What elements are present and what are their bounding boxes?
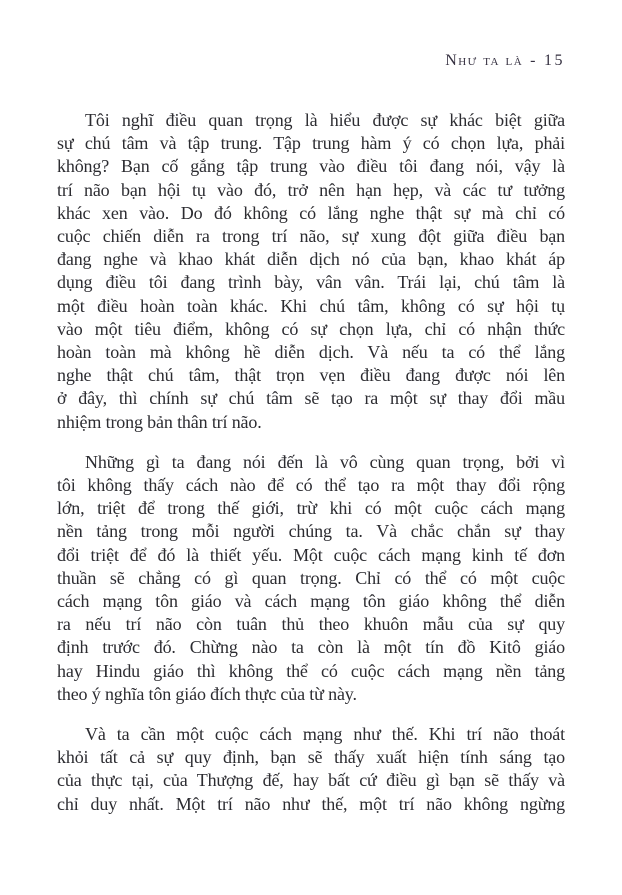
- page-number: 15: [544, 52, 565, 69]
- text-line: trí não bạn hội tụ vào đó, trở nên hạn hẹp, và các tư tưởng: [57, 179, 565, 200]
- text-line: hoàn toàn mà không hề diễn dịch. Và nếu ta có thể lắng: [57, 342, 565, 363]
- text-line: của thực tại, của Thượng đế, hay bất cứ điều gì bạn sẽ thấy và: [57, 770, 565, 791]
- text-line: theo ý nghĩa tôn giáo đích thực của từ này.: [57, 683, 357, 704]
- text-line: thuần sẽ chẳng có gì quan trọng. Chỉ có thể có một cuộc: [57, 567, 565, 588]
- header-separator: -: [530, 52, 537, 69]
- text-line: Và ta cần một cuộc cách mạng như thế. Khi trí não thoát: [85, 724, 565, 745]
- text-line: ra nếu trí não còn tuân thủ theo khuôn mẫu của sự quy: [57, 614, 565, 635]
- text-line: ở đây, thì chính sự chú tâm sẽ tạo ra một sự thay đổi mầu: [57, 388, 565, 409]
- text-line: khác xen vào. Do đó không có lắng nghe thật sự mà chỉ có: [57, 202, 565, 223]
- text-line: nhiệm trong bản thân trí não.: [57, 411, 262, 432]
- book-title: Như ta là: [445, 52, 524, 69]
- text-line: sự chú tâm và tập trung. Tập trung hàm ý có chọn lựa, phải: [57, 133, 565, 154]
- paragraph: [57, 451, 565, 706]
- text-line: chỉ duy nhất. Một trí não như thế, một trí não không ngừng: [57, 793, 565, 814]
- text-line: nghe thật chú tâm, thật trọn vẹn điều đang được nói lên: [57, 365, 565, 386]
- text-line: tôi không thấy cách nào để có thể tạo ra một thay đổi rộng: [57, 475, 565, 496]
- text-line: cuộc chiến diễn ra trong trí não, sự xung đột giữa điều bạn: [57, 226, 565, 247]
- running-header: [57, 52, 565, 70]
- text-line: định trước đó. Chừng nào ta còn là một tín đồ Kitô giáo: [57, 637, 565, 658]
- text-line: khỏi tất cả sự quy định, bạn sẽ thấy xuất hiện tính sáng tạo: [57, 747, 565, 768]
- text-line: lớn, triệt để trong thế giới, trừ khi có một cuộc cách mạng: [57, 498, 565, 519]
- text-line: hay Hindu giáo thì không thể có cuộc cách mạng nền tảng: [57, 660, 565, 681]
- text-line: Những gì ta đang nói đến là vô cùng quan trọng, bởi vì: [85, 451, 565, 472]
- text-line: cách mạng tôn giáo và cách mạng tôn giáo không thể diễn: [57, 591, 565, 612]
- text-line: đang nghe và khao khát diễn dịch nó của bạn, khao khát áp: [57, 249, 565, 270]
- text-line: Tôi nghĩ điều quan trọng là hiểu được sự khác biệt giữa: [85, 110, 565, 130]
- text-line: vào một tiêu điểm, không có sự chọn lựa, chỉ có nhận thức: [57, 318, 565, 339]
- paragraph: [57, 723, 565, 816]
- text-line: dụng điều tôi đang trình bày, vân vân. Trái lại, chú tâm là: [57, 272, 565, 293]
- text-line: đổi triệt để đó là thiết yếu. Một cuộc cách mạng kinh tế đơn: [57, 544, 565, 565]
- page-body: [57, 109, 565, 816]
- text-line: một điều hoàn toàn khác. Khi chú tâm, không có sự hội tụ: [57, 295, 565, 316]
- text-line: không? Bạn cố gắng tập trung vào điều tôi đang nói, vậy là: [57, 156, 565, 177]
- paragraph: [57, 109, 565, 434]
- text-line: nền tảng trong mỗi người chúng ta. Và chắc chắn sự thay: [57, 521, 565, 542]
